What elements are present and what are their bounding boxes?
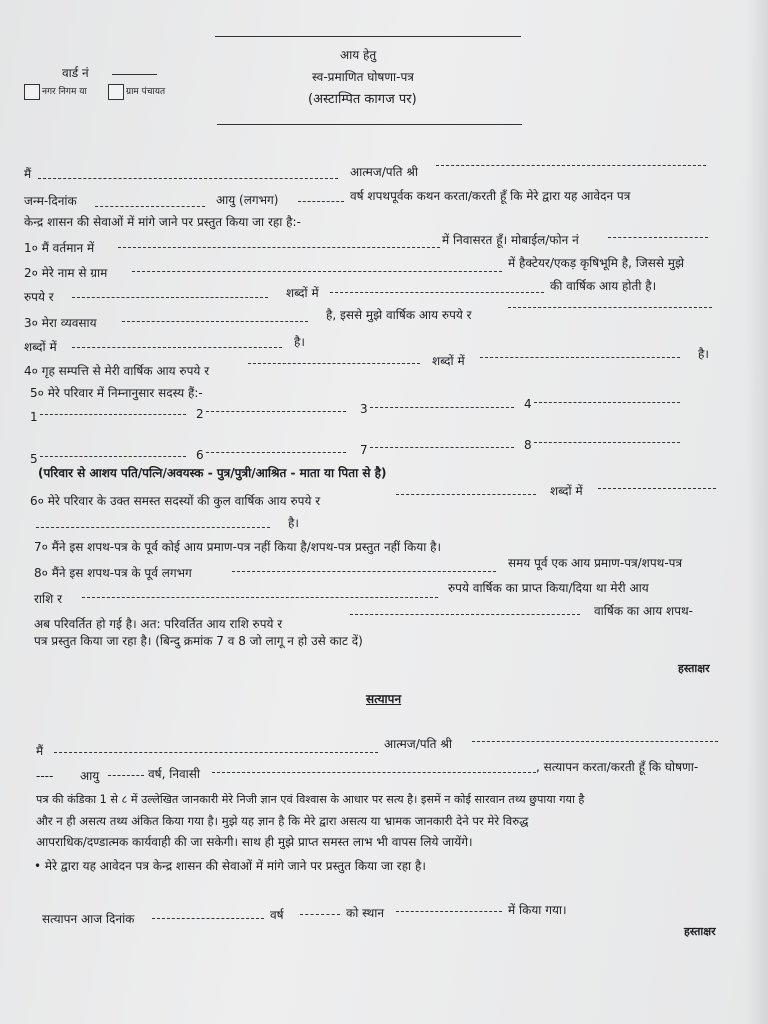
family-income-blank[interactable] — [396, 494, 536, 495]
intro-main-label: मैं — [24, 167, 32, 181]
para6-end: है। — [288, 516, 299, 530]
gram-panchayat-checkbox[interactable] — [108, 84, 124, 100]
member-1-number: 1 — [30, 410, 38, 424]
verification-dash: ---- — [36, 769, 54, 783]
para4-label: 4० गृह सम्पत्ति से मेरी वार्षिक आय रुपये र — [24, 364, 210, 378]
verification-year-label: वर्ष — [270, 908, 284, 922]
para2-words-label: शब्दों में — [286, 286, 319, 300]
family-income-words-blank-1[interactable] — [598, 488, 716, 489]
para3-label: 3० मेरा व्यवसाय — [24, 316, 97, 330]
member-5-blank[interactable] — [40, 456, 186, 457]
mobile-blank[interactable] — [608, 237, 708, 238]
header-rule-top — [215, 36, 521, 37]
para2-annual-text: की वार्षिक आय होती है। — [550, 279, 657, 293]
verification-name-blank[interactable] — [54, 752, 378, 753]
father-husband-name-blank[interactable] — [436, 165, 706, 166]
nagar-nigam-label: नगर निगम या — [42, 87, 87, 97]
agri-income-words-blank[interactable] — [330, 292, 544, 293]
relation-label: आत्मज/पति श्री — [350, 165, 418, 179]
member-3-number: 3 — [360, 402, 368, 416]
member-2-number: 2 — [196, 407, 204, 421]
verification-heading: सत्यापन — [366, 692, 402, 706]
occupation-income-blank[interactable] — [508, 307, 712, 308]
para4-words-label: शब्दों में — [432, 354, 465, 368]
verification-date-blank[interactable] — [152, 918, 264, 919]
name-blank[interactable] — [38, 178, 338, 179]
village-blank[interactable] — [132, 271, 502, 272]
gram-panchayat-label: ग्राम पंचायत — [126, 87, 166, 97]
member-6-blank[interactable] — [206, 452, 346, 453]
occupation-blank[interactable] — [122, 321, 308, 322]
ward-label: वार्ड नं — [62, 66, 89, 80]
para2-rupees-label: रुपये र — [24, 290, 54, 304]
member-7-number: 7 — [360, 443, 368, 457]
verification-place-label: को स्थान — [346, 906, 385, 920]
age-label: आयु (लगभग) — [216, 193, 279, 207]
family-definition-note: (परिवार से आशय पति/पत्नि/अवयस्क - पुत्र/पुत्री/आश्रित - माता या पिता से है) — [38, 466, 387, 480]
current-address-blank[interactable] — [118, 247, 440, 248]
verification-para-line-3: आपराधिक/दण्डात्मक कार्यवाही की जा सकेगी। साथ ही मुझे प्राप्त समस्त लाभ भी वापस लिये जायेंगे। — [36, 835, 473, 849]
para6-label: 6० मेरे परिवार के उक्त समस्त सदस्यों की कुल वार्षिक आय रुपये र — [30, 494, 321, 508]
verification-done-text: में किया गया। — [508, 903, 567, 917]
prior-amount-blank[interactable] — [82, 597, 438, 598]
verification-main-label: मैं — [36, 744, 44, 758]
para8-changed-text: अब परिवर्तित हो गई है। अत: परिवर्तित आय राशि रुपये र — [34, 617, 283, 631]
para8-label: 8० मैंने इस शपथ-पत्र के पूर्व लगभग — [34, 566, 192, 580]
family-income-words-blank-2[interactable] — [36, 527, 270, 528]
para8-prior-text: समय पूर्व एक आय प्रमाण-पत्र/शपथ-पत्र — [508, 556, 683, 570]
para8-closing-text: पत्र प्रस्तुत किया जा रहा है। (बिन्दु क्रमांक 7 व 8 जो लागू न हो उसे काट दें) — [34, 634, 363, 648]
para1-mobile-label: में निवासरत हूँ। मोबाईल/फोन नं — [442, 233, 579, 247]
signature-label-declaration: हस्ताक्षर — [678, 662, 710, 675]
para6-words-label: शब्दों में — [550, 484, 583, 498]
para3-income-text: है, इससे मुझे वार्षिक आय रुपये र — [326, 308, 472, 322]
prior-period-blank[interactable] — [232, 571, 496, 572]
verification-age-label: आयु — [80, 769, 100, 783]
para8-annual-text: वार्षिक का आय शपथ- — [594, 604, 694, 618]
member-1-blank[interactable] — [40, 414, 186, 415]
nagar-nigam-checkbox[interactable] — [24, 84, 40, 100]
para4-end: है। — [698, 347, 709, 361]
title-line-1: आय हेतु — [340, 48, 377, 62]
member-3-blank[interactable] — [370, 407, 514, 408]
member-2-blank[interactable] — [206, 411, 346, 412]
property-income-words-blank[interactable] — [480, 357, 680, 358]
para8-received-text: रुपये वार्षिक का प्राप्त किया/दिया था मेरी आय — [448, 581, 649, 595]
agri-income-blank[interactable] — [72, 297, 268, 298]
member-8-blank[interactable] — [534, 442, 680, 443]
para1-label: 1० मैं वर्तमान में — [24, 241, 95, 255]
ward-number-line — [112, 74, 157, 75]
verification-para-line-1: पत्र की कंडिका 1 से ८ में उल्लेखित जानकारी मेरे निजी ज्ञान एवं विश्वास के आधार पर सत्य है। इसमें न कोई सारवान तथ्य छुपाया गया है — [36, 793, 585, 806]
verification-resident-label: वर्ष, निवासी — [148, 767, 201, 781]
age-blank[interactable] — [298, 201, 344, 202]
changed-income-blank[interactable] — [350, 614, 580, 615]
verification-place-blank[interactable] — [396, 911, 502, 912]
para5-label: 5० मेरे परिवार में निम्नानुसार सदस्य हैं:- — [30, 386, 203, 400]
verification-relation-label: आत्मज/पति श्री — [384, 737, 452, 751]
para8-amount-label: राशि र — [34, 592, 63, 606]
page-edge-shadow — [746, 0, 768, 1024]
verification-statement-start: , सत्यापन करता/करती हूँ कि घोषणा- — [536, 760, 699, 774]
para7-text: 7० मैंने इस शपथ-पत्र के पूर्व कोई आय प्रमाण-पत्र नहीं किया है/शपथ-पत्र प्रस्तुत नहीं किया है। — [34, 540, 442, 554]
verification-para-line-2: और न ही असत्य तथ्य अंकित किया गया है। मुझे यह ज्ञान है कि मेरे द्वारा असत्य या भ्रामक जानकारी देने पर मेरे विरुद्ध — [36, 814, 529, 828]
para2-label: 2० मेरे नाम से ग्राम — [24, 266, 108, 280]
verification-father-name-blank[interactable] — [472, 741, 718, 742]
verification-date-label: सत्यापन आज दिनांक — [42, 912, 135, 926]
dob-label: जन्म-दिनांक — [24, 194, 77, 208]
verification-central-services-note: • मेरे द्वारा यह आवेदन पत्र केन्द्र शासन की सेवाओं में मांगे जाने पर प्रस्तुत किया जा रहा है। — [34, 859, 426, 873]
central-services-text: केन्द्र शासन की सेवाओं में मांगे जाने पर प्रस्तुत किया जा रहा है:- — [24, 215, 301, 229]
title-line-3: (अस्टाम्पित कागज पर) — [308, 92, 417, 107]
dob-blank[interactable] — [95, 206, 205, 207]
verification-address-blank[interactable] — [212, 772, 536, 773]
verification-year-blank[interactable] — [300, 914, 340, 915]
member-7-blank[interactable] — [370, 447, 514, 448]
header-rule-bottom — [217, 124, 522, 125]
para3-words-label: शब्दों में — [24, 340, 57, 354]
member-6-number: 6 — [196, 448, 204, 462]
oath-statement: वर्ष शपथपूर्वक कथन करता/करती हूँ कि मेरे द्वारा यह आवेदन पत्र — [350, 189, 631, 203]
occupation-income-words-blank[interactable] — [72, 347, 282, 348]
signature-label-verification: हस्ताक्षर — [684, 925, 716, 938]
member-5-number: 5 — [30, 452, 38, 466]
member-4-blank[interactable] — [534, 402, 680, 403]
para3-end: है। — [294, 335, 305, 349]
title-line-2: स्व-प्रमाणित घोषणा-पत्र — [312, 70, 414, 84]
member-8-number: 8 — [524, 438, 532, 452]
verification-age-blank[interactable] — [108, 775, 144, 776]
property-income-blank[interactable] — [248, 363, 420, 364]
para2-land-text: में हैक्टेयर/एकड़ कृषिभूमि है, जिससे मुझे — [508, 256, 685, 270]
member-4-number: 4 — [524, 397, 532, 411]
